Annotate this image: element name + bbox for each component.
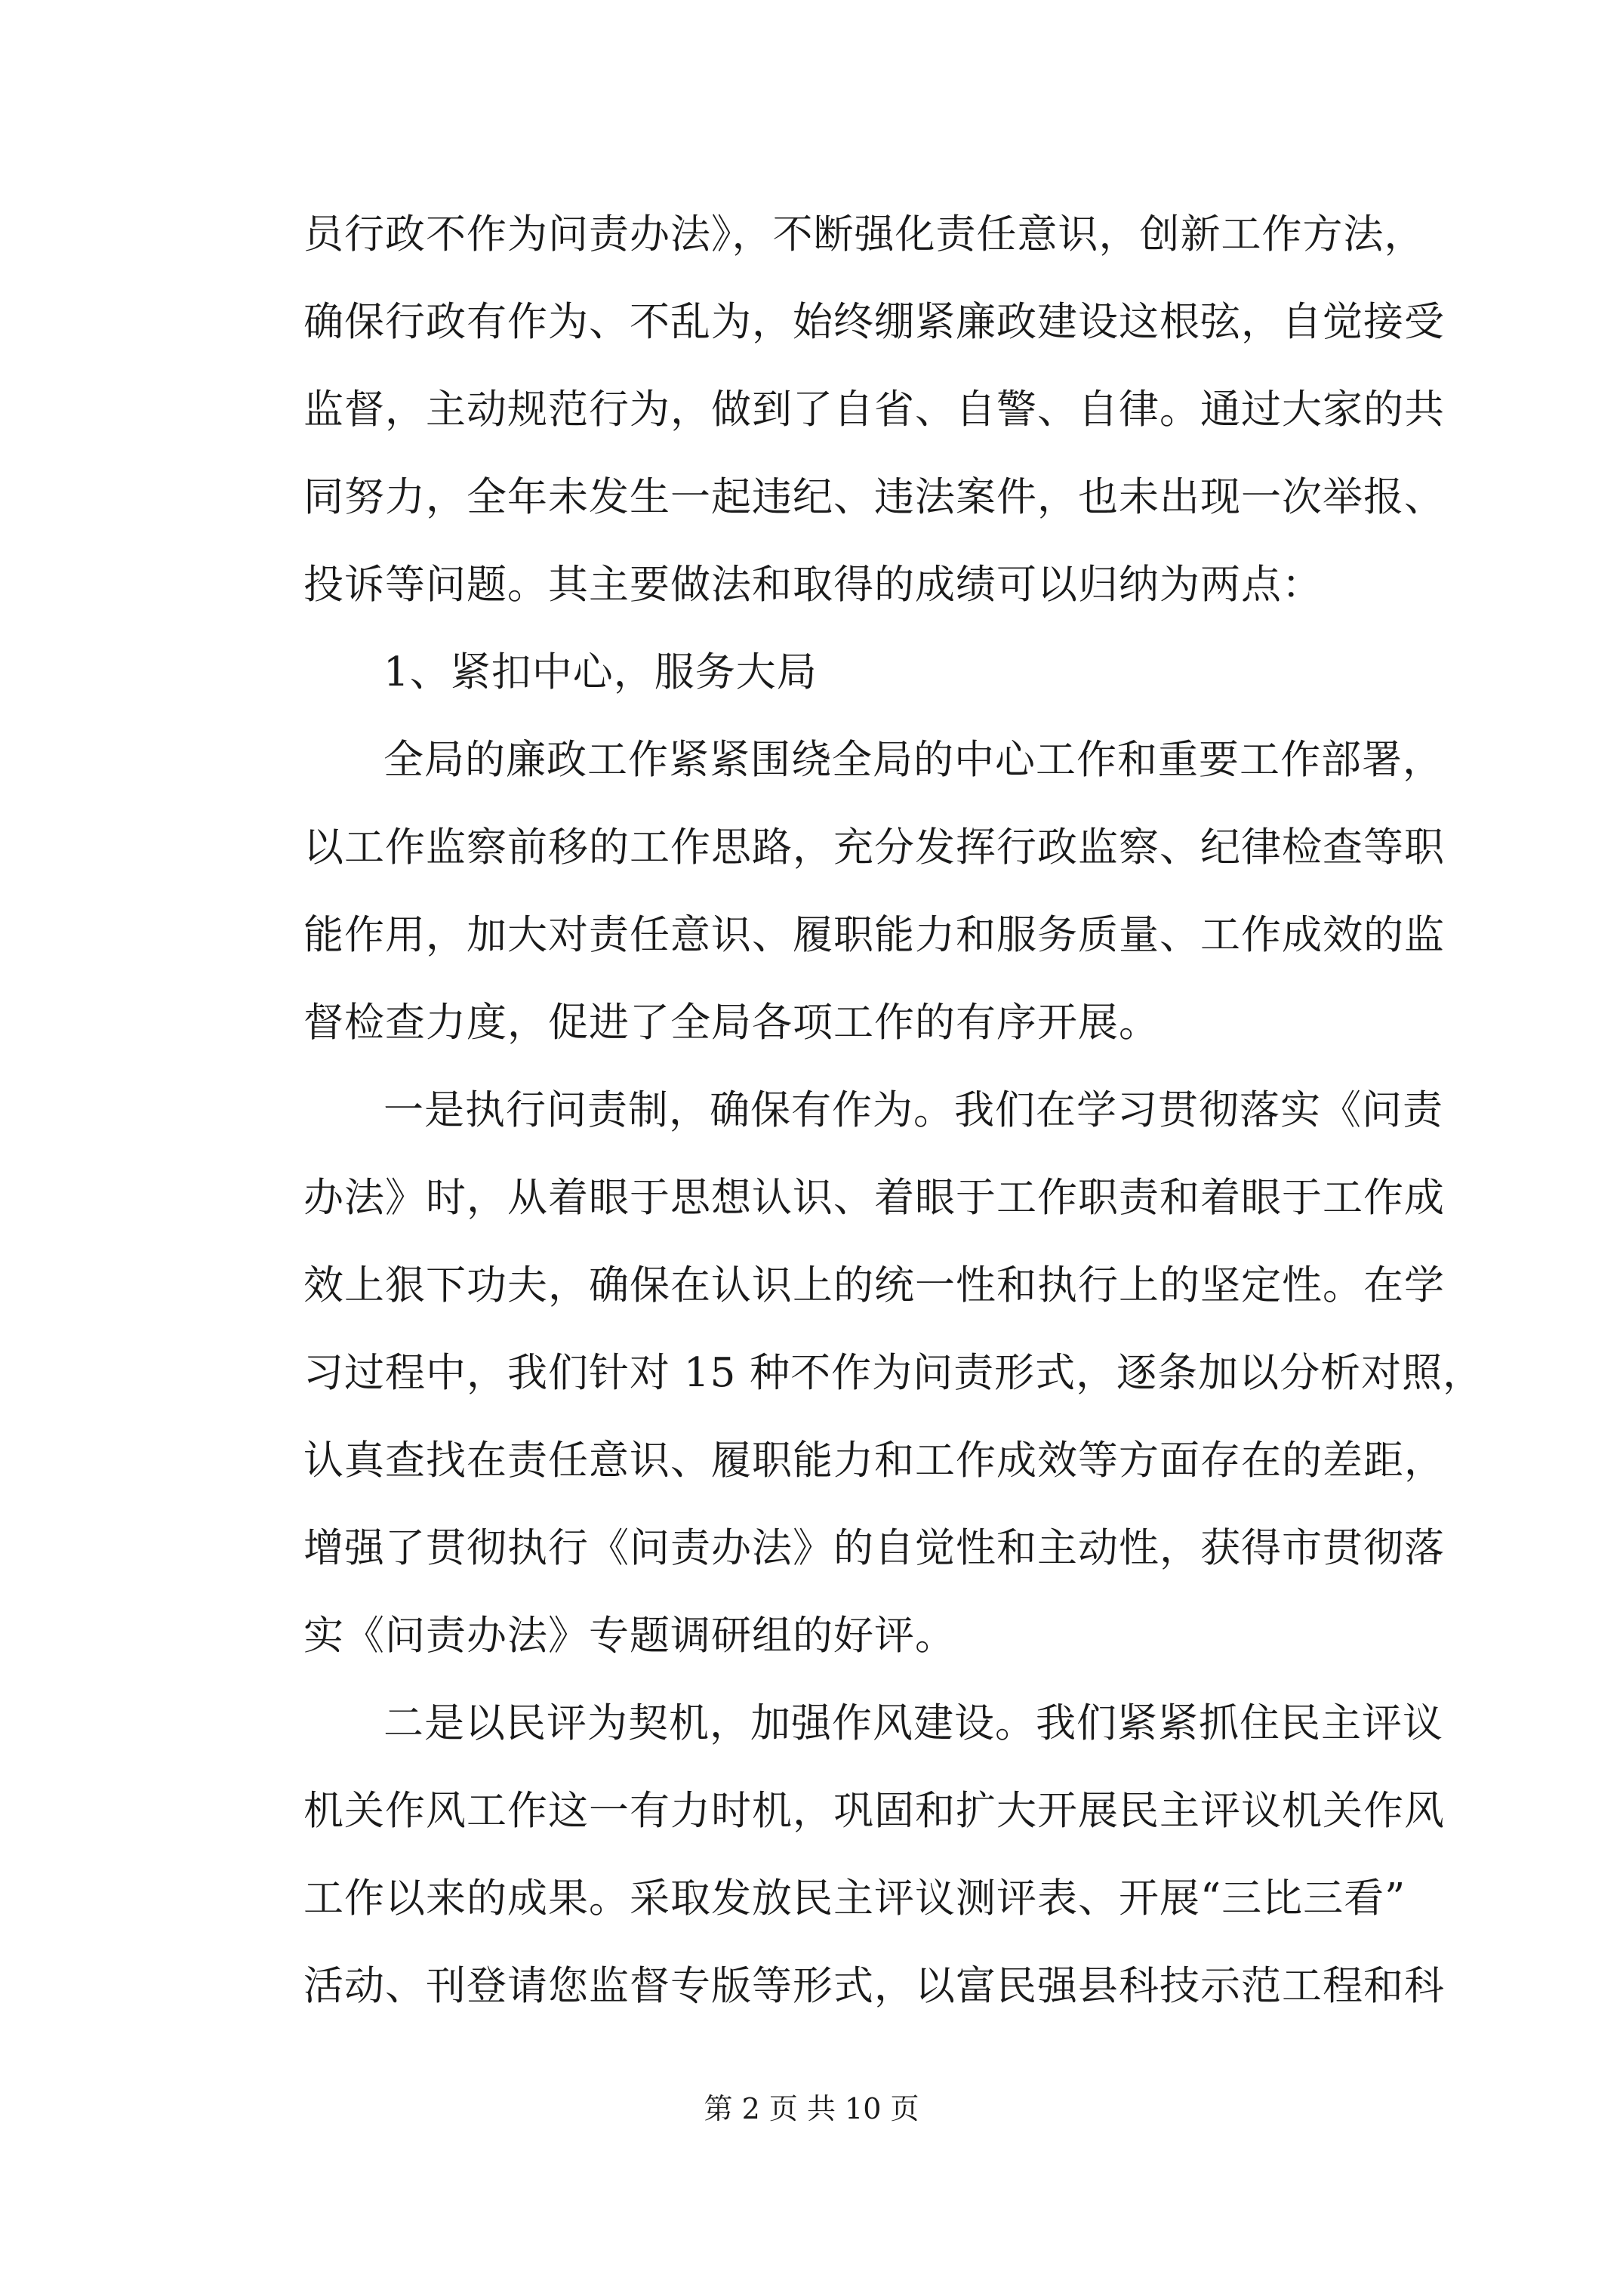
text-line: 同努力，全年未发生一起违纪、违法案件，也未出现一次举报、 <box>303 474 1445 520</box>
text-line: 办法》时，从着眼于思想认识、着眼于工作职责和着眼于工作成 <box>303 1175 1445 1221</box>
body-text <box>303 191 1484 2030</box>
text-line: 督检查力度，促进了全局各项工作的有序开展。 <box>303 1000 1160 1046</box>
text-line: 认真查找在责任意识、履职能力和工作成效等方面存在的差距， <box>303 1438 1445 1484</box>
page-footer: 第 2 页 共 10 页 <box>704 2092 919 2125</box>
text-line: 活动、刊登请您监督专版等形式，以富民强县科技示范工程和科 <box>303 1963 1445 2009</box>
text-line: 习过程中，我们针对 15 种不作为问责形式，逐条加以分析对照， <box>303 1350 1484 1396</box>
text-line: 全局的廉政工作紧紧围绕全局的中心工作和重要工作部署， <box>383 737 1443 783</box>
text-line: 工作以来的成果。采取发放民主评议测评表、开展“三比三看” <box>303 1875 1406 1922</box>
text-line: 实《问责办法》专题调研组的好评。 <box>303 1613 956 1659</box>
text-line: 机关作风工作这一有力时机，巩固和扩大开展民主评议机关作风 <box>303 1788 1445 1834</box>
text-line: 员行政不作为问责办法》，不断强化责任意识，创新工作方法， <box>303 211 1425 257</box>
text-line: 以工作监察前移的工作思路，充分发挥行政监察、纪律检查等职 <box>303 824 1445 871</box>
text-line: 1、紧扣中心，服务大局 <box>383 649 818 695</box>
text-line: 增强了贯彻执行《问责办法》的自觉性和主动性，获得市贯彻落 <box>303 1525 1445 1571</box>
text-line: 确保行政有作为、不乱为，始终绷紧廉政建设这根弦，自觉接受 <box>303 299 1445 345</box>
text-line: 能作用，加大对责任意识、履职能力和服务质量、工作成效的监 <box>303 912 1445 958</box>
text-line: 二是以民评为契机，加强作风建设。我们紧紧抓住民主评议 <box>383 1700 1443 1746</box>
text-line: 监督，主动规范行为，做到了自省、自警、自律。通过大家的共 <box>303 387 1445 433</box>
text-line: 一是执行问责制，确保有作为。我们在学习贯彻落实《问责 <box>383 1087 1443 1133</box>
text-line: 效上狠下功夫，确保在认识上的统一性和执行上的坚定性。在学 <box>303 1262 1445 1308</box>
text-line: 投诉等问题。其主要做法和取得的成绩可以归纳为两点： <box>303 562 1323 608</box>
